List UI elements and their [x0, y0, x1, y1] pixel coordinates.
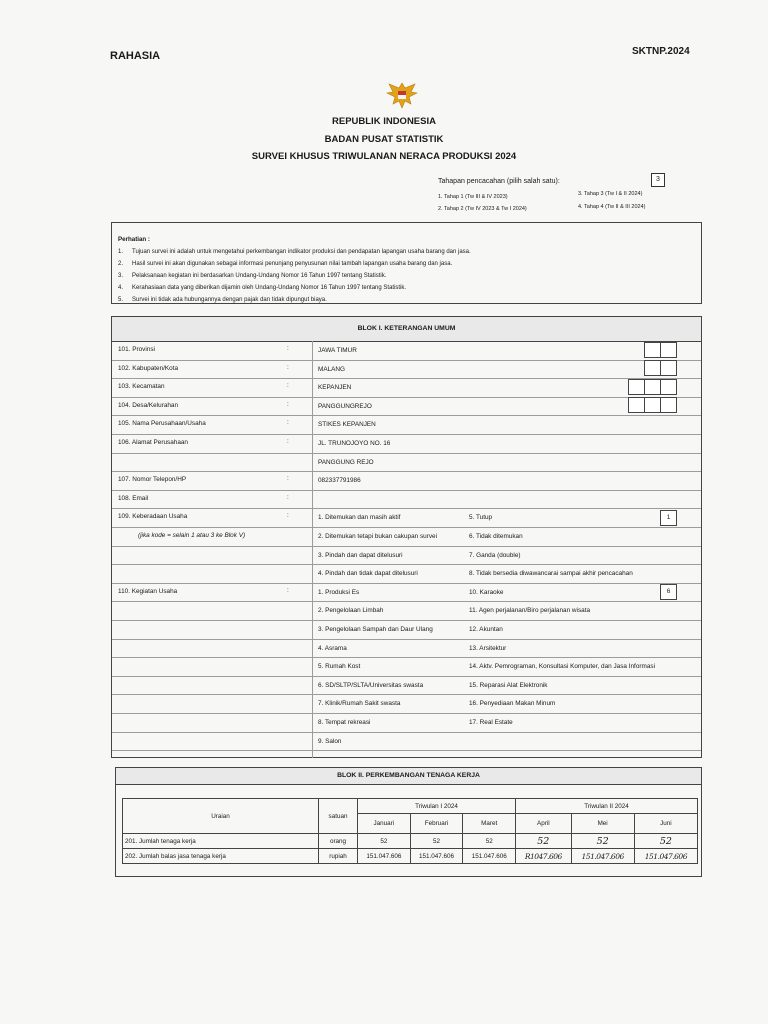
form-row [112, 453, 701, 473]
row-colon: : [287, 400, 289, 408]
notice-box [111, 222, 702, 304]
garuda-emblem-icon [385, 80, 419, 110]
row-value[interactable]: 8. Tempat rekreasi [318, 719, 371, 726]
workforce-table [122, 798, 698, 864]
value-cell-handwritten[interactable]: 52 [571, 834, 634, 849]
header-month: Juni [634, 814, 697, 834]
row-label: 108. Email [118, 494, 149, 502]
form-row [112, 583, 701, 603]
form-row [112, 378, 701, 398]
confidential-label: RAHASIA [110, 50, 161, 62]
row-value[interactable]: MALANG [318, 365, 345, 373]
code-box[interactable] [644, 342, 661, 358]
row-value-secondary[interactable]: 17. Real Estate [469, 719, 513, 726]
business-activity-code-box[interactable]: 6 [660, 584, 677, 600]
row-value[interactable]: JL. TRUNOJOYO NO. 16 [318, 440, 391, 447]
notice-item: 2. Hasil survei ini akan digunakan sebagai informasi penunjang penyusunan nilai tambah lapangan usaha barang dan jasa. [118, 261, 453, 267]
notice-heading: Perhatian : [118, 236, 150, 243]
blok-1-general-info [111, 316, 702, 758]
title-bps: BADAN PUSAT STATISTIK [324, 134, 444, 145]
row-colon: : [287, 438, 289, 445]
form-code: SKTNP.2024 [632, 46, 690, 57]
form-row [112, 713, 701, 733]
row-label: 105. Nama Perusahaan/Usaha [118, 420, 206, 428]
row-value[interactable]: PANGGUNG REJO [318, 458, 374, 466]
value-cell-handwritten[interactable]: R1047.606 [516, 849, 571, 864]
form-row [112, 508, 701, 528]
row-colon: : [287, 586, 289, 594]
header-quarter-1: Triwulan I 2024 [358, 799, 516, 814]
notice-item: 4. Kerahasiaan data yang diberikan dijamin oleh Undang-Undang Nomor 16 Tahun 1997 tentang Statistik. [118, 285, 407, 291]
form-row [112, 732, 701, 752]
row-value-secondary[interactable]: 7. Ganda (double) [469, 551, 521, 559]
code-box[interactable] [660, 379, 677, 395]
header-month: Mei [571, 814, 634, 834]
header-uraian: Uraian [123, 799, 319, 834]
row-colon: : [287, 493, 289, 501]
notice-item: 1. Tujuan survei ini adalah untuk mengetahui perkembangan indikator produksi dan pendapatan lapangan usaha barang dan jasa. [118, 249, 471, 255]
table-row [123, 849, 698, 864]
row-value-secondary[interactable]: 15. Reparasi Alat Elektronik [469, 681, 548, 689]
value-cell[interactable]: 52 [358, 834, 411, 849]
form-row [112, 601, 701, 621]
form-row [112, 471, 701, 491]
value-cell[interactable]: 52 [410, 834, 463, 849]
code-box[interactable] [644, 379, 661, 395]
row-label: 201. Jumlah tenaga kerja [123, 834, 319, 849]
form-row [112, 694, 701, 714]
row-unit: rupiah [319, 849, 358, 864]
stage-option: 2. Tahap 2 (Tw IV 2023 & Tw I 2024) [438, 206, 527, 212]
row-value[interactable]: 6. SD/SLTP/SLTA/Universitas swasta [318, 681, 424, 689]
row-value[interactable]: 1. Produksi Es [318, 588, 360, 596]
row-value-secondary[interactable]: 8. Tidak bersedia diwawancarai sampai akhir pencacahan [469, 570, 633, 578]
title-survey: SURVEI KHUSUS TRIWULANAN NERACA PRODUKSI 2024 [251, 151, 517, 162]
notice-item: 5. Survei ini tidak ada hubungannya dengan pajak dan tidak dipungut biaya. [118, 297, 327, 303]
row-label: 102. Kabupaten/Kota [118, 364, 179, 372]
row-value-secondary[interactable]: 6. Tidak ditemukan [469, 533, 523, 540]
code-box[interactable] [628, 379, 645, 395]
stage-option: 4. Tahap 4 (Tw II & III 2024) [578, 204, 646, 210]
form-row [112, 620, 701, 640]
row-colon: : [287, 475, 289, 483]
header-month: Januari [358, 814, 411, 834]
form-row [112, 415, 701, 435]
row-colon: : [287, 419, 289, 427]
header-satuan: satuan [319, 799, 358, 834]
code-box[interactable] [660, 397, 677, 413]
row-label: 202. Jumlah balas jasa tenaga kerja [123, 849, 319, 864]
code-box[interactable] [660, 342, 677, 358]
row-value-secondary[interactable]: 14. Aktv. Pemrograman, Konsultasi Komputer, dan Jasa Informasi [469, 663, 656, 671]
title-republic: REPUBLIK INDONESIA [332, 116, 436, 127]
form-row [112, 341, 701, 361]
row-value[interactable]: 4. Asrama [318, 644, 347, 652]
row-value[interactable]: 7. Klinik/Rumah Sakit swasta [318, 700, 401, 708]
row-label: 104. Desa/Kelurahan [118, 401, 179, 409]
row-value-secondary[interactable]: 13. Arsitektur [469, 644, 507, 652]
stage-option: 3. Tahap 3 (Tw I & II 2024) [578, 191, 643, 197]
row-value-secondary[interactable]: 16. Penyediaan Makan Minum [469, 700, 556, 708]
row-label: (jika kode = selain 1 atau 3 ke Blok V) [138, 532, 246, 539]
header-quarter-2: Triwulan II 2024 [516, 799, 698, 814]
form-row [112, 564, 701, 584]
row-label: 110. Kegiatan Usaha [118, 587, 178, 595]
stage-label: Tahapan pencacahan (pilih salah satu): [438, 178, 560, 185]
row-value-secondary[interactable]: 12. Akuntan [469, 626, 503, 633]
row-value[interactable]: 4. Pindah dan tidak dapat ditelusuri [318, 570, 418, 578]
value-cell[interactable]: 151.047.606 [410, 849, 463, 864]
value-cell[interactable]: 151.047.606 [358, 849, 411, 864]
row-value-secondary[interactable]: 10. Karaoke [469, 588, 504, 596]
row-label: 107. Nomor Telepon/HP [118, 476, 187, 484]
row-colon: : [287, 512, 289, 520]
blok-1-title: BLOK I. KETERANGAN UMUM [112, 317, 701, 342]
row-value-secondary[interactable]: 11. Agen perjalanan/Biro perjalanan wisata [469, 607, 591, 615]
form-row [112, 657, 701, 677]
code-box[interactable] [628, 397, 645, 413]
form-row [112, 639, 701, 659]
row-value[interactable]: STIKES KEPANJEN [318, 421, 376, 429]
form-row [112, 546, 701, 566]
row-value[interactable]: 2. Ditemukan tetapi bukan cakupan survei [318, 533, 438, 540]
header-month: April [516, 814, 571, 834]
row-colon: : [287, 382, 289, 390]
row-colon: : [287, 363, 289, 371]
row-value-secondary[interactable]: 5. Tutup [469, 514, 493, 522]
row-colon: : [287, 345, 289, 352]
row-value[interactable]: 3. Pindah dan dapat ditelusuri [318, 551, 403, 559]
row-value[interactable]: 5. Rumah Kost [318, 663, 361, 671]
business-status-code-box[interactable]: 1 [660, 510, 677, 526]
value-cell-handwritten[interactable]: 151.047.606 [571, 849, 634, 864]
blok-2-workforce [115, 767, 702, 877]
form-row [112, 397, 701, 417]
header-month: Maret [463, 814, 516, 834]
row-value[interactable]: 1. Ditemukan dan masih aktif [318, 514, 401, 522]
value-cell-handwritten[interactable]: 52 [516, 834, 571, 849]
form-row [112, 676, 701, 696]
code-box[interactable] [644, 397, 661, 413]
value-cell[interactable]: 151.047.606 [463, 849, 516, 864]
form-row [112, 490, 701, 510]
code-box[interactable] [660, 360, 677, 376]
value-cell-handwritten[interactable]: 151.047.606 [634, 849, 697, 864]
notice-item: 3. Pelaksanaan kegiatan ini berdasarkan Undang-Undang Nomor 16 Tahun 1997 tentang Statistik. [118, 273, 387, 279]
row-value[interactable]: JAWA TIMUR [318, 347, 357, 354]
value-cell[interactable]: 52 [463, 834, 516, 849]
row-label: 106. Alamat Perusahaan [118, 439, 188, 446]
value-cell-handwritten[interactable]: 52 [634, 834, 697, 849]
row-value[interactable]: 3. Pengelolaan Sampah dan Daur Ulang [318, 626, 433, 633]
row-value[interactable]: 9. Salon [318, 737, 342, 745]
row-value[interactable]: 082337791986 [318, 477, 361, 485]
code-box[interactable] [644, 360, 661, 376]
form-row [112, 527, 701, 547]
row-label: 103. Kecamatan [118, 383, 165, 391]
row-label: 109. Keberadaan Usaha [118, 513, 188, 521]
form-row [112, 360, 701, 380]
blok-2-title: BLOK II. PERKEMBANGAN TENAGA KERJA [116, 768, 701, 785]
row-value[interactable]: 2. Pengelolaan Limbah [318, 607, 384, 615]
form-row [112, 434, 701, 454]
table-row [123, 834, 698, 849]
stage-code-box[interactable]: 3 [651, 173, 665, 187]
header-month: Februari [410, 814, 463, 834]
row-value[interactable]: PANGGUNGREJO [318, 402, 372, 410]
row-unit: orang [319, 834, 358, 849]
row-label: 101. Provinsi [118, 346, 155, 353]
row-value[interactable]: KEPANJEN [318, 384, 352, 392]
stage-option: 1. Tahap 1 (Tw III & IV 2023) [438, 194, 508, 200]
